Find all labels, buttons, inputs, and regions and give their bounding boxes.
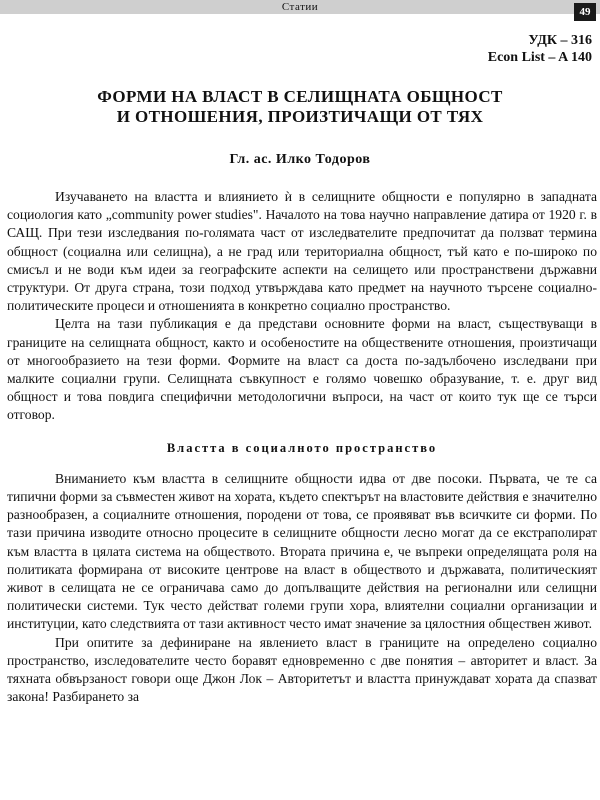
section-heading: Властта в социалното пространство — [166, 440, 438, 455]
author-name: Гл. ас. Илко Тодоров — [229, 152, 371, 167]
running-title: Статии — [281, 1, 319, 13]
page-number: 49 — [574, 3, 596, 21]
classification-codes — [488, 32, 592, 66]
article-title — [40, 87, 560, 127]
paragraph-1: Изучаването на властта и влиянието ѝ в селищните общности е популярно в западната социология като „community power studies". Началото на това научно направление датира от 1920 г. в САЩ. При тези изследвания по-голямата част от изследвателите предпочитат да ползват термина общност (социална или селищна), а не град или териториална общност, тъй като е по-широко по смисъл и не води към идеи за географските аспекти на селището или пространствени държавни структури. От друга страна, този подход утвърждава като предмет на научното търсене социално-политическите процеси и отношенията в конкретно социално пространство. — [7, 189, 597, 314]
title-line-2: И ОТНОШЕНИЯ, ПРОИЗТИЧАЩИ ОТ ТЯХ — [116, 107, 484, 126]
article-body — [7, 188, 597, 706]
udk-code: УДК – 316 — [528, 33, 592, 48]
paragraph-3: Вниманието към властта в селищните общности идва от две посоки. Първата, че те са типични форми за съвместен живот на хората, където спектърът на властовите действия е значително разнообразен, а социалните отношения, породени от това, се проявяват във всичките си форми. По тази причина изводите относно процесите в селищните общности лесно могат да се екстраполират към властта в цялата система на обществото. Втората причина е, че въпреки определящата роля на политиката формирана от високите центрове на власт в обществото и държавата, политическият живот в селищата не се ограничава само до допълващите действия на регионални или селищни политически системи. Тук често действат големи групи хора, влиятелни социални организации и институции, като следствията от тази активност често имат значение за цялостния обществен живот. — [7, 470, 597, 632]
paragraph-2: Целта на тази публикация е да представи основните форми на власт, съществуващи в границите на селищната общност, както и особеностите на обществените отношения, произтичащи от многообразието на тези форми. Формите на власт са доста по-задълбочено изследвани при малките социални групи. Селищната съвкупност е голямо човешко образувание, т. е. друг вид общност и това повдига специфични методологични въпроси, на част от които тук ще се търси отговор. — [7, 316, 597, 423]
econ-list-code: Econ List – A 140 — [487, 50, 592, 65]
title-line-1: ФОРМИ НА ВЛАСТ В СЕЛИЩНАТА ОБЩНОСТ — [97, 87, 503, 106]
paragraph-4: При опитите за дефиниране на явлението власт в границите на определено социално пространство, изследователите често боравят едновременно с две понятия – авторитет и власт. За тяхната обвързаност говори още Джон Лок – Авторитетът и властта принуждават хората да спазват закона! Разбирането за — [7, 634, 597, 705]
